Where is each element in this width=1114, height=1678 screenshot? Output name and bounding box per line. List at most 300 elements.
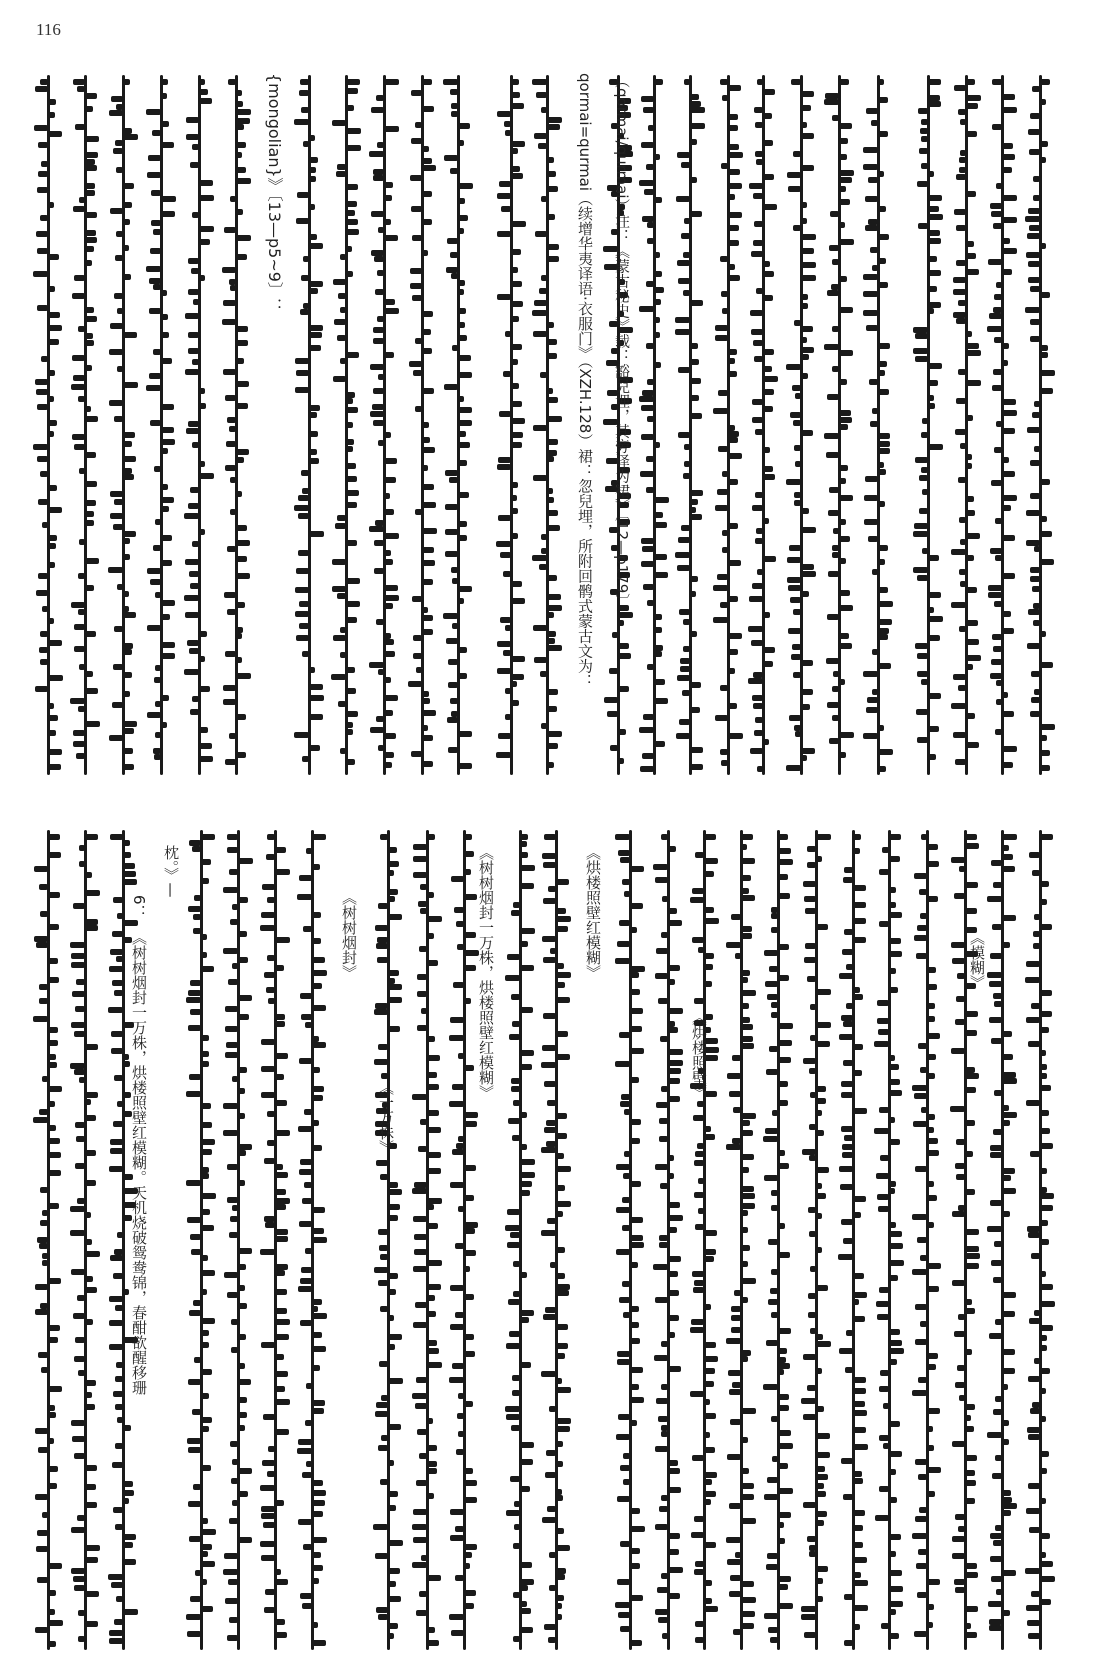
- mongolian-glyph: [410, 268, 422, 274]
- mongolian-glyph: [513, 1100, 520, 1106]
- mongolian-glyph: [928, 270, 941, 276]
- mongolian-glyph: [953, 277, 966, 283]
- mongolian-glyph: [556, 1603, 562, 1609]
- mongolian-glyph: [464, 1497, 477, 1503]
- mongolian-glyph: [1002, 1211, 1010, 1217]
- mongolian-glyph: [824, 99, 839, 105]
- mongolian-glyph: [966, 587, 977, 593]
- mongolian-glyph: [295, 358, 309, 364]
- mongolian-glyph: [704, 1413, 716, 1419]
- mongolian-glyph: [85, 872, 92, 878]
- mongolian-glyph: [805, 908, 816, 914]
- mongolian-glyph: [380, 1479, 388, 1485]
- mongolian-glyph: [889, 902, 896, 908]
- mongolian-glyph: [275, 1386, 285, 1392]
- mongolian-glyph: [549, 1585, 556, 1591]
- mongolian-glyph: [766, 1340, 778, 1346]
- mongolian-glyph: [1002, 1490, 1011, 1496]
- mongolian-glyph: [853, 1572, 861, 1578]
- mongolian-glyph: [801, 354, 809, 360]
- mongolian-glyph: [225, 1598, 238, 1604]
- mongolian-glyph: [1040, 1073, 1047, 1079]
- mongolian-glyph: [123, 474, 134, 480]
- mongolian-glyph: [427, 1084, 439, 1090]
- mongolian-glyph: [1034, 446, 1040, 452]
- mongolian-glyph: [236, 449, 249, 455]
- mongolian-glyph: [427, 1340, 437, 1346]
- mongolian-glyph: [990, 548, 1002, 554]
- mongolian-glyph: [452, 345, 458, 351]
- mongolian-glyph: [1002, 854, 1013, 860]
- mongolian-glyph: [952, 1211, 965, 1217]
- mongolian-glyph: [989, 1333, 1002, 1339]
- mongolian-glyph: [48, 1483, 57, 1489]
- mongolian-glyph: [690, 123, 705, 129]
- mongolian-glyph: [458, 647, 467, 653]
- mongolian-glyph: [889, 1348, 904, 1354]
- mongolian-glyph: [268, 998, 275, 1004]
- mongolian-glyph: [788, 186, 801, 192]
- mongolian-glyph: [384, 585, 398, 591]
- mongolian-glyph: [374, 1009, 388, 1015]
- mongolian-glyph: [229, 1232, 238, 1238]
- mongolian-column: [956, 75, 978, 775]
- mongolian-glyph: [275, 1236, 288, 1242]
- mongolian-glyph: [722, 530, 728, 536]
- mongolian-glyph: [228, 1579, 238, 1585]
- mongolian-glyph: [346, 722, 353, 728]
- mongolian-column: [191, 830, 213, 1650]
- mongolian-glyph: [222, 319, 236, 325]
- mongolian-glyph: [509, 1034, 520, 1040]
- mongolian-glyph: [149, 308, 161, 314]
- mongolian-glyph: [715, 335, 728, 341]
- mongolian-glyph: [741, 1623, 754, 1629]
- mongolian-glyph: [298, 513, 309, 519]
- mongolian-glyph: [113, 1507, 123, 1513]
- mongolian-glyph: [958, 109, 966, 115]
- mongolian-glyph: [417, 1025, 427, 1031]
- mongolian-glyph: [927, 1073, 935, 1079]
- mongolian-glyph: [741, 1518, 756, 1524]
- mongolian-glyph: [879, 869, 889, 875]
- mongolian-glyph: [388, 1378, 403, 1384]
- mongolian-glyph: [928, 693, 941, 699]
- mongolian-glyph: [732, 1055, 741, 1061]
- mongolian-glyph: [927, 1054, 936, 1060]
- mongolian-glyph: [801, 303, 808, 309]
- mongolian-glyph: [816, 1452, 830, 1458]
- mongolian-glyph: [110, 208, 123, 214]
- mongolian-glyph: [511, 148, 518, 154]
- mongolian-glyph: [76, 1136, 85, 1142]
- mongolian-glyph: [238, 858, 253, 864]
- mongolian-glyph: [36, 231, 48, 237]
- mongolian-glyph: [42, 1253, 48, 1259]
- mongolian-glyph: [741, 1203, 755, 1209]
- mongolian-glyph: [411, 751, 422, 757]
- mongolian-glyph: [921, 163, 928, 169]
- mongolian-glyph: [153, 545, 161, 551]
- mongolian-glyph: [793, 225, 801, 231]
- mongolian-glyph: [223, 300, 236, 306]
- mongolian-glyph: [715, 715, 728, 721]
- mongolian-glyph: [654, 698, 668, 704]
- mongolian-glyph: [450, 698, 458, 704]
- mongolian-glyph: [771, 1416, 778, 1422]
- mongolian-glyph: [801, 755, 807, 761]
- mongolian-glyph: [1040, 1599, 1051, 1605]
- mongolian-glyph: [752, 417, 763, 423]
- mongolian-glyph: [704, 1580, 712, 1586]
- mongolian-glyph: [236, 673, 251, 679]
- mongolian-glyph: [556, 1387, 571, 1393]
- mongolian-glyph: [741, 1130, 753, 1136]
- mongolian-glyph: [778, 1328, 791, 1334]
- mongolian-glyph: [1002, 1054, 1013, 1060]
- mongolian-glyph: [309, 684, 323, 690]
- mongolian-glyph: [794, 500, 801, 506]
- mongolian-glyph: [988, 259, 1002, 265]
- mongolian-glyph: [312, 1086, 324, 1092]
- mongolian-glyph: [412, 1393, 427, 1399]
- mongolian-glyph: [694, 998, 704, 1004]
- mongolian-glyph: [373, 420, 384, 426]
- mongolian-glyph: [187, 1217, 201, 1223]
- mongolian-glyph: [789, 715, 801, 721]
- mongolian-glyph: [1026, 1100, 1040, 1106]
- mongolian-glyph: [236, 457, 244, 463]
- mongolian-glyph: [458, 586, 472, 592]
- mongolian-glyph: [520, 1172, 535, 1178]
- mongolian-glyph: [511, 598, 525, 604]
- mongolian-column: [879, 830, 901, 1650]
- mongolian-glyph: [772, 1456, 778, 1462]
- mongolian-glyph: [85, 1591, 99, 1597]
- mongolian-glyph: [965, 1455, 977, 1461]
- mongolian-glyph: [48, 1641, 56, 1647]
- mongolian-glyph: [115, 1404, 123, 1410]
- mongolian-glyph: [346, 184, 358, 190]
- mongolian-glyph: [878, 1029, 889, 1035]
- mongolian-glyph: [763, 271, 774, 277]
- mongolian-glyph: [991, 860, 1002, 866]
- mongolian-glyph: [878, 343, 890, 349]
- mongolian-glyph: [275, 1429, 289, 1435]
- mongolian-glyph: [302, 1603, 312, 1609]
- mongolian-glyph: [115, 1376, 123, 1382]
- mongolian-glyph: [85, 1287, 97, 1293]
- mongolian-glyph: [201, 859, 211, 865]
- mongolian-glyph: [1040, 388, 1053, 394]
- mongolian-glyph: [275, 1500, 284, 1506]
- mongolian-glyph: [195, 1570, 201, 1576]
- mongolian-glyph: [312, 1578, 319, 1584]
- mongolian-glyph: [77, 1198, 85, 1204]
- mongolian-glyph: [656, 1102, 668, 1108]
- mongolian-glyph: [816, 989, 831, 995]
- mongolian-glyph: [500, 617, 511, 623]
- mongolian-glyph: [264, 1607, 275, 1613]
- mongolian-glyph: [826, 658, 839, 664]
- mongolian-glyph: [683, 252, 690, 258]
- mongolian-glyph: [201, 1330, 209, 1336]
- mongolian-glyph: [547, 117, 562, 123]
- mongolian-glyph: [388, 1568, 400, 1574]
- mongolian-glyph: [844, 1640, 853, 1646]
- mongolian-glyph: [882, 847, 889, 853]
- mongolian-column: [299, 75, 321, 775]
- mongolian-glyph: [115, 1443, 123, 1449]
- mongolian-glyph: [734, 1290, 741, 1296]
- mongolian-glyph: [520, 1317, 529, 1323]
- mongolian-glyph: [109, 1638, 123, 1644]
- mongolian-glyph: [732, 1382, 741, 1388]
- mongolian-glyph: [1027, 427, 1040, 433]
- mongolian-glyph: [1040, 1576, 1055, 1582]
- mongolian-column: [38, 75, 60, 775]
- mongolian-glyph: [384, 79, 399, 85]
- mongolian-glyph: [302, 1198, 312, 1204]
- mongolian-glyph: [346, 540, 357, 546]
- mongolian-glyph: [996, 421, 1002, 427]
- mongolian-glyph: [161, 93, 167, 99]
- mongolian-glyph: [965, 834, 977, 840]
- mongolian-glyph: [642, 753, 654, 759]
- mongolian-glyph: [616, 1249, 630, 1255]
- mongolian-glyph: [238, 897, 248, 903]
- mongolian-glyph: [653, 864, 668, 870]
- mongolian-glyph: [422, 158, 432, 164]
- mongolian-glyph: [914, 873, 927, 879]
- mongolian-glyph: [267, 1140, 275, 1146]
- mongolian-glyph: [803, 1354, 816, 1360]
- mongolian-glyph: [993, 369, 1002, 375]
- mongolian-glyph: [226, 1042, 238, 1048]
- mongolian-glyph: [1002, 94, 1015, 100]
- mongolian-glyph: [114, 293, 123, 299]
- mongolian-glyph: [458, 123, 470, 129]
- mongolian-glyph: [544, 1624, 556, 1630]
- mongolian-glyph: [771, 1012, 778, 1018]
- mongolian-glyph: [921, 467, 928, 473]
- mongolian-glyph: [927, 1445, 934, 1451]
- mongolian-glyph: [801, 373, 808, 379]
- mongolian-glyph: [451, 111, 458, 117]
- mongolian-glyph: [547, 397, 558, 403]
- mongolian-glyph: [995, 1455, 1002, 1461]
- mongolian-glyph: [843, 877, 853, 883]
- mongolian-glyph: [417, 991, 427, 997]
- mongolian-glyph: [741, 1210, 748, 1216]
- mongolian-glyph: [309, 745, 320, 751]
- mongolian-glyph: [778, 944, 789, 950]
- mongolian-glyph: [654, 572, 668, 578]
- mongolian-glyph: [853, 1510, 865, 1516]
- mongolian-glyph: [916, 1563, 927, 1569]
- mongolian-glyph: [704, 1256, 714, 1262]
- mongolian-glyph: [684, 444, 690, 450]
- mongolian-glyph: [309, 176, 316, 182]
- mongolian-glyph: [513, 902, 520, 908]
- mongolian-glyph: [816, 1520, 824, 1526]
- mongolian-glyph: [839, 123, 852, 129]
- mongolian-glyph: [309, 234, 317, 240]
- mongolian-glyph: [422, 250, 428, 256]
- mongolian-glyph: [511, 92, 520, 98]
- mongolian-glyph: [48, 640, 62, 646]
- mongolian-glyph: [842, 1152, 853, 1158]
- mongolian-glyph: [346, 502, 357, 508]
- mongolian-glyph: [541, 275, 547, 281]
- mongolian-glyph: [829, 738, 839, 744]
- mongolian-glyph: [728, 169, 740, 175]
- mongolian-glyph: [188, 258, 199, 264]
- mongolian-glyph: [37, 1530, 48, 1536]
- mongolian-glyph: [808, 1293, 816, 1299]
- mongolian-glyph: [457, 1413, 464, 1419]
- mongolian-glyph: [458, 460, 467, 466]
- mongolian-glyph: [346, 617, 357, 623]
- mongolian-glyph: [37, 1577, 48, 1583]
- mongolian-glyph: [337, 593, 346, 599]
- mongolian-glyph: [1002, 457, 1009, 463]
- mongolian-glyph: [675, 552, 690, 558]
- mongolian-glyph: [301, 107, 309, 113]
- mongolian-glyph: [655, 1446, 668, 1452]
- mongolian-glyph: [1002, 1292, 1016, 1298]
- mongolian-glyph: [764, 1613, 778, 1619]
- mongolian-glyph: [556, 1113, 567, 1119]
- mongolian-glyph: [1028, 1376, 1040, 1382]
- mongolian-glyph: [503, 571, 511, 577]
- mongolian-glyph: [914, 523, 928, 529]
- mongolian-glyph: [966, 79, 975, 85]
- mongolian-glyph: [991, 1038, 1002, 1044]
- mongolian-glyph: [48, 1609, 55, 1615]
- mongolian-glyph: [927, 1426, 933, 1432]
- mongolian-glyph: [646, 281, 654, 287]
- mongolian-glyph: [1040, 765, 1050, 771]
- mongolian-glyph: [870, 421, 878, 427]
- mongolian-glyph: [675, 329, 690, 335]
- mongolian-glyph: [654, 154, 660, 160]
- mongolian-glyph: [514, 1501, 520, 1507]
- mongolian-glyph: [109, 1166, 123, 1172]
- mongolian-glyph: [236, 633, 242, 639]
- mongolian-glyph: [201, 1193, 216, 1199]
- mongolian-glyph: [48, 325, 62, 331]
- mongolian-glyph: [511, 141, 525, 147]
- mongolian-glyph: [48, 1101, 55, 1107]
- mongolian-glyph: [661, 834, 668, 840]
- mongolian-glyph: [951, 857, 965, 863]
- mongolian-glyph: [801, 105, 811, 111]
- mongolian-glyph: [113, 1273, 123, 1279]
- mongolian-glyph: [414, 1234, 427, 1240]
- mongolian-glyph: [839, 679, 845, 685]
- mongolian-glyph: [458, 1393, 464, 1399]
- mongolian-glyph: [458, 372, 472, 378]
- mongolian-glyph: [965, 1087, 976, 1093]
- mongolian-glyph: [889, 1275, 898, 1281]
- mongolian-glyph: [792, 385, 801, 391]
- mongolian-glyph: [48, 892, 60, 898]
- mongolian-glyph: [661, 1495, 668, 1501]
- mongolian-glyph: [1033, 931, 1040, 937]
- mongolian-glyph: [114, 416, 123, 422]
- mongolian-glyph: [71, 1568, 85, 1574]
- mongolian-glyph: [260, 1485, 275, 1491]
- mongolian-glyph: [678, 367, 690, 373]
- mongolian-glyph: [889, 834, 901, 840]
- mongolian-glyph: [427, 1295, 435, 1301]
- mongolian-glyph: [991, 211, 1002, 217]
- mongolian-glyph: [778, 1443, 793, 1449]
- mongolian-glyph: [188, 1447, 201, 1453]
- mongolian-glyph: [1040, 352, 1048, 358]
- mongolian-glyph: [1040, 99, 1046, 105]
- mongolian-glyph: [956, 318, 966, 324]
- mongolian-glyph: [1040, 516, 1047, 522]
- mongolian-glyph: [298, 1439, 312, 1445]
- mongolian-glyph: [641, 434, 654, 440]
- mongolian-glyph: [123, 863, 135, 869]
- mongolian-glyph: [704, 1368, 715, 1374]
- mongolian-glyph: [451, 103, 458, 109]
- mongolian-glyph: [832, 552, 839, 558]
- mongolian-glyph: [520, 1064, 532, 1070]
- mongolian-glyph: [458, 322, 465, 328]
- mongolian-glyph: [123, 219, 130, 225]
- mongolian-glyph: [1002, 915, 1016, 921]
- mongolian-glyph: [388, 1623, 398, 1629]
- mongolian-glyph: [681, 525, 690, 531]
- mongolian-glyph: [544, 834, 556, 840]
- mongolian-glyph: [996, 282, 1002, 288]
- mongolian-glyph: [447, 717, 458, 723]
- mongolian-glyph: [458, 763, 472, 769]
- mongolian-glyph: [917, 925, 927, 931]
- mongolian-glyph: [445, 529, 458, 535]
- mongolian-glyph: [108, 1007, 123, 1013]
- mongolian-glyph: [264, 1158, 275, 1164]
- mongolian-glyph: [543, 898, 556, 904]
- mongolian-glyph: [865, 196, 878, 202]
- mongolian-glyph: [296, 635, 309, 641]
- mongolian-glyph: [78, 609, 85, 615]
- mongolian-glyph: [230, 477, 236, 483]
- mongolian-glyph: [690, 707, 700, 713]
- mongolian-glyph: [123, 79, 130, 85]
- mongolian-column: [992, 830, 1014, 1650]
- mongolian-glyph: [763, 174, 774, 180]
- mongolian-glyph: [889, 1421, 900, 1427]
- mongolian-glyph: [556, 1378, 562, 1384]
- mongolian-glyph: [1040, 1271, 1046, 1277]
- mongolian-glyph: [230, 196, 236, 202]
- mongolian-glyph: [48, 1138, 60, 1144]
- mongolian-glyph: [966, 269, 979, 275]
- mongolian-glyph: [661, 1086, 668, 1092]
- mongolian-glyph: [230, 1441, 238, 1447]
- mongolian-glyph: [331, 674, 346, 680]
- mongolian-glyph: [85, 183, 95, 189]
- mongolian-glyph: [415, 338, 422, 344]
- mongolian-glyph: [790, 597, 801, 603]
- mongolian-column: [658, 830, 680, 1650]
- mongolian-glyph: [199, 473, 214, 479]
